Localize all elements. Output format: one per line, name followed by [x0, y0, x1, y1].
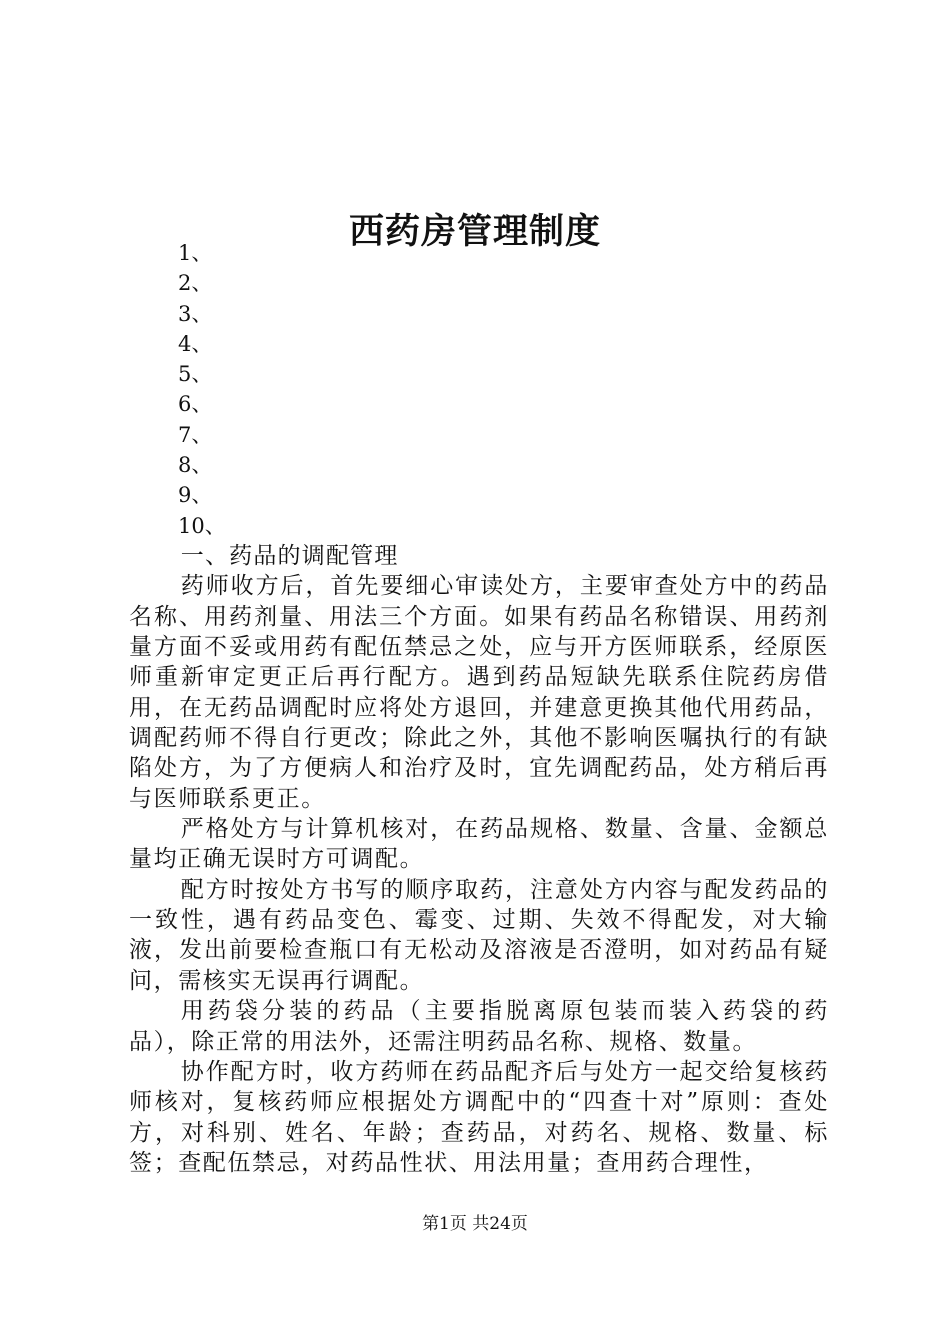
list-item: 1、 [178, 241, 213, 265]
paragraph-dispensing-order: 配方时按处方书写的顺序取药，注意处方内容与配发药品的一致性，遇有药品变色、霉变、过期、失效不得配发，对大输液，发出前要检查瓶口有无松动及溶液是否澄明，如对药品有疑问，需核实无误再行调配。 [129, 876, 829, 994]
list-item: 5、 [178, 362, 213, 387]
body-text [129, 541, 829, 1178]
list-item: 7、 [178, 422, 213, 447]
list-item: 4、 [178, 331, 213, 356]
paragraph-drug-bag: 用药袋分装的药品（主要指脱离原包装而装入药袋的药品），除正常的用法外，还需注明药品名称、规格、数量。 [129, 998, 829, 1055]
paragraph-computer-check: 严格处方与计算机核对，在药品规格、数量、含量、金额总量均正确无误时方可调配。 [129, 816, 829, 873]
paragraph-double-check: 协作配方时，收方药师在药品配齐后与处方一起交给复核药师核对，复核药师应根据处方调配中的“四查十对”原则：查处方，对科别、姓名、年龄；查药品，对药名、规格、数量、标签；查配伍禁忌，对药品性状、用法用量；查用药合理性， [129, 1058, 829, 1176]
paragraph-prescription-review: 药师收方后，首先要细心审读处方，主要审查处方中的药品名称、用药剂量、用法三个方面。如果有药品名称错误、用药剂量方面不妥或用药有配伍禁忌之处，应与开方医师联系，经原医师重新审定更正后再行配方。遇到药品短缺先联系住院药房借用，在无药品调配时应将处方退回，并建意更换其他代用药品，调配药师不得自行更改；除此之外，其他不影响医嘱执行的有缺陷处方，为了方便病人和治疗及时，宜先调配药品，处方稍后再与医师联系更正。 [129, 573, 829, 812]
list-item: 6、 [178, 392, 213, 417]
section-heading: 一、药品的调配管理 [180, 543, 399, 569]
list-item: 3、 [178, 301, 213, 326]
list-item: 9、 [178, 483, 213, 508]
list-item: 2、 [178, 271, 213, 296]
page-footer: 第1页 共24页 [422, 1214, 528, 1234]
list-item: 8、 [178, 453, 213, 478]
page-title: 西药房管理制度 [348, 211, 601, 253]
list-item: 10、 [178, 513, 226, 538]
numbered-list [178, 238, 226, 541]
